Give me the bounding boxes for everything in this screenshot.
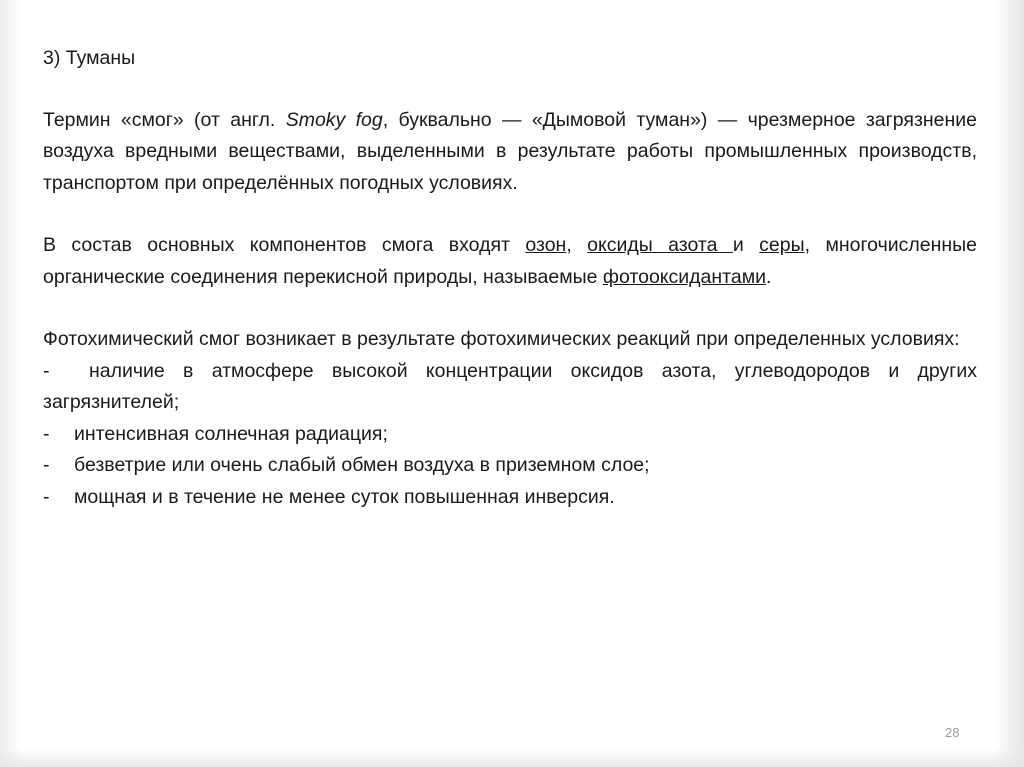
paragraph-smog-definition: [43, 105, 977, 200]
text-span: .: [766, 265, 772, 288]
link-sulfur[interactable]: серы: [759, 234, 805, 256]
list-item-text: наличие в атмосфере высокой концентрации оксидов азота, углеводородов и других загрязнителей;: [43, 359, 977, 413]
list-item: [43, 419, 977, 451]
list-item: [43, 482, 977, 514]
list-item-text: интенсивная солнечная радиация;: [74, 422, 388, 445]
list-dash: -: [43, 485, 50, 508]
text-span: В состав основных компонентов смога входят: [43, 234, 526, 256]
slide-left-shadow: [0, 0, 22, 767]
slide-content: [43, 43, 977, 513]
text-span: , буквально — «Дымовой туман») — чрезмерное загрязнение воздуха вредными веществами, выделенными в результате работы промышленных производств, транспортом при определённых погодных условиях.: [43, 108, 978, 194]
paragraph-photochemical-smog: [43, 324, 977, 513]
link-photooxidants[interactable]: фотооксидантами: [602, 265, 767, 288]
list-dash: -: [43, 454, 50, 476]
list-item: [43, 450, 977, 482]
list-item-text: безветрие или очень слабый обмен воздуха в приземном слое;: [74, 454, 650, 476]
text-span: , многочисленные органические соединения перекисной природы, называемые: [43, 234, 977, 288]
slide-heading: 3) Туманы: [43, 47, 136, 69]
text-span: Термин «смог» (от англ.: [43, 108, 286, 131]
list-dash: -: [43, 359, 50, 382]
text-span: ,: [566, 234, 588, 256]
list-intro: Фотохимический смог возникает в результате фотохимических реакций при определенных условиях:: [43, 328, 960, 350]
link-ozone[interactable]: озон: [525, 234, 567, 256]
slide-right-shadow: [994, 0, 1024, 767]
page-number: 28: [945, 725, 960, 740]
italic-term: Smoky fog: [285, 108, 383, 131]
list-item: [43, 356, 977, 419]
link-nitrogen-oxides[interactable]: оксиды азота: [587, 234, 733, 256]
slide-bottom-shadow: [0, 749, 1024, 767]
text-span: и: [732, 234, 760, 256]
list-item-text: мощная и в течение не менее суток повышенная инверсия.: [74, 485, 615, 508]
list-dash: -: [43, 422, 50, 445]
paragraph-smog-components: [43, 230, 977, 293]
